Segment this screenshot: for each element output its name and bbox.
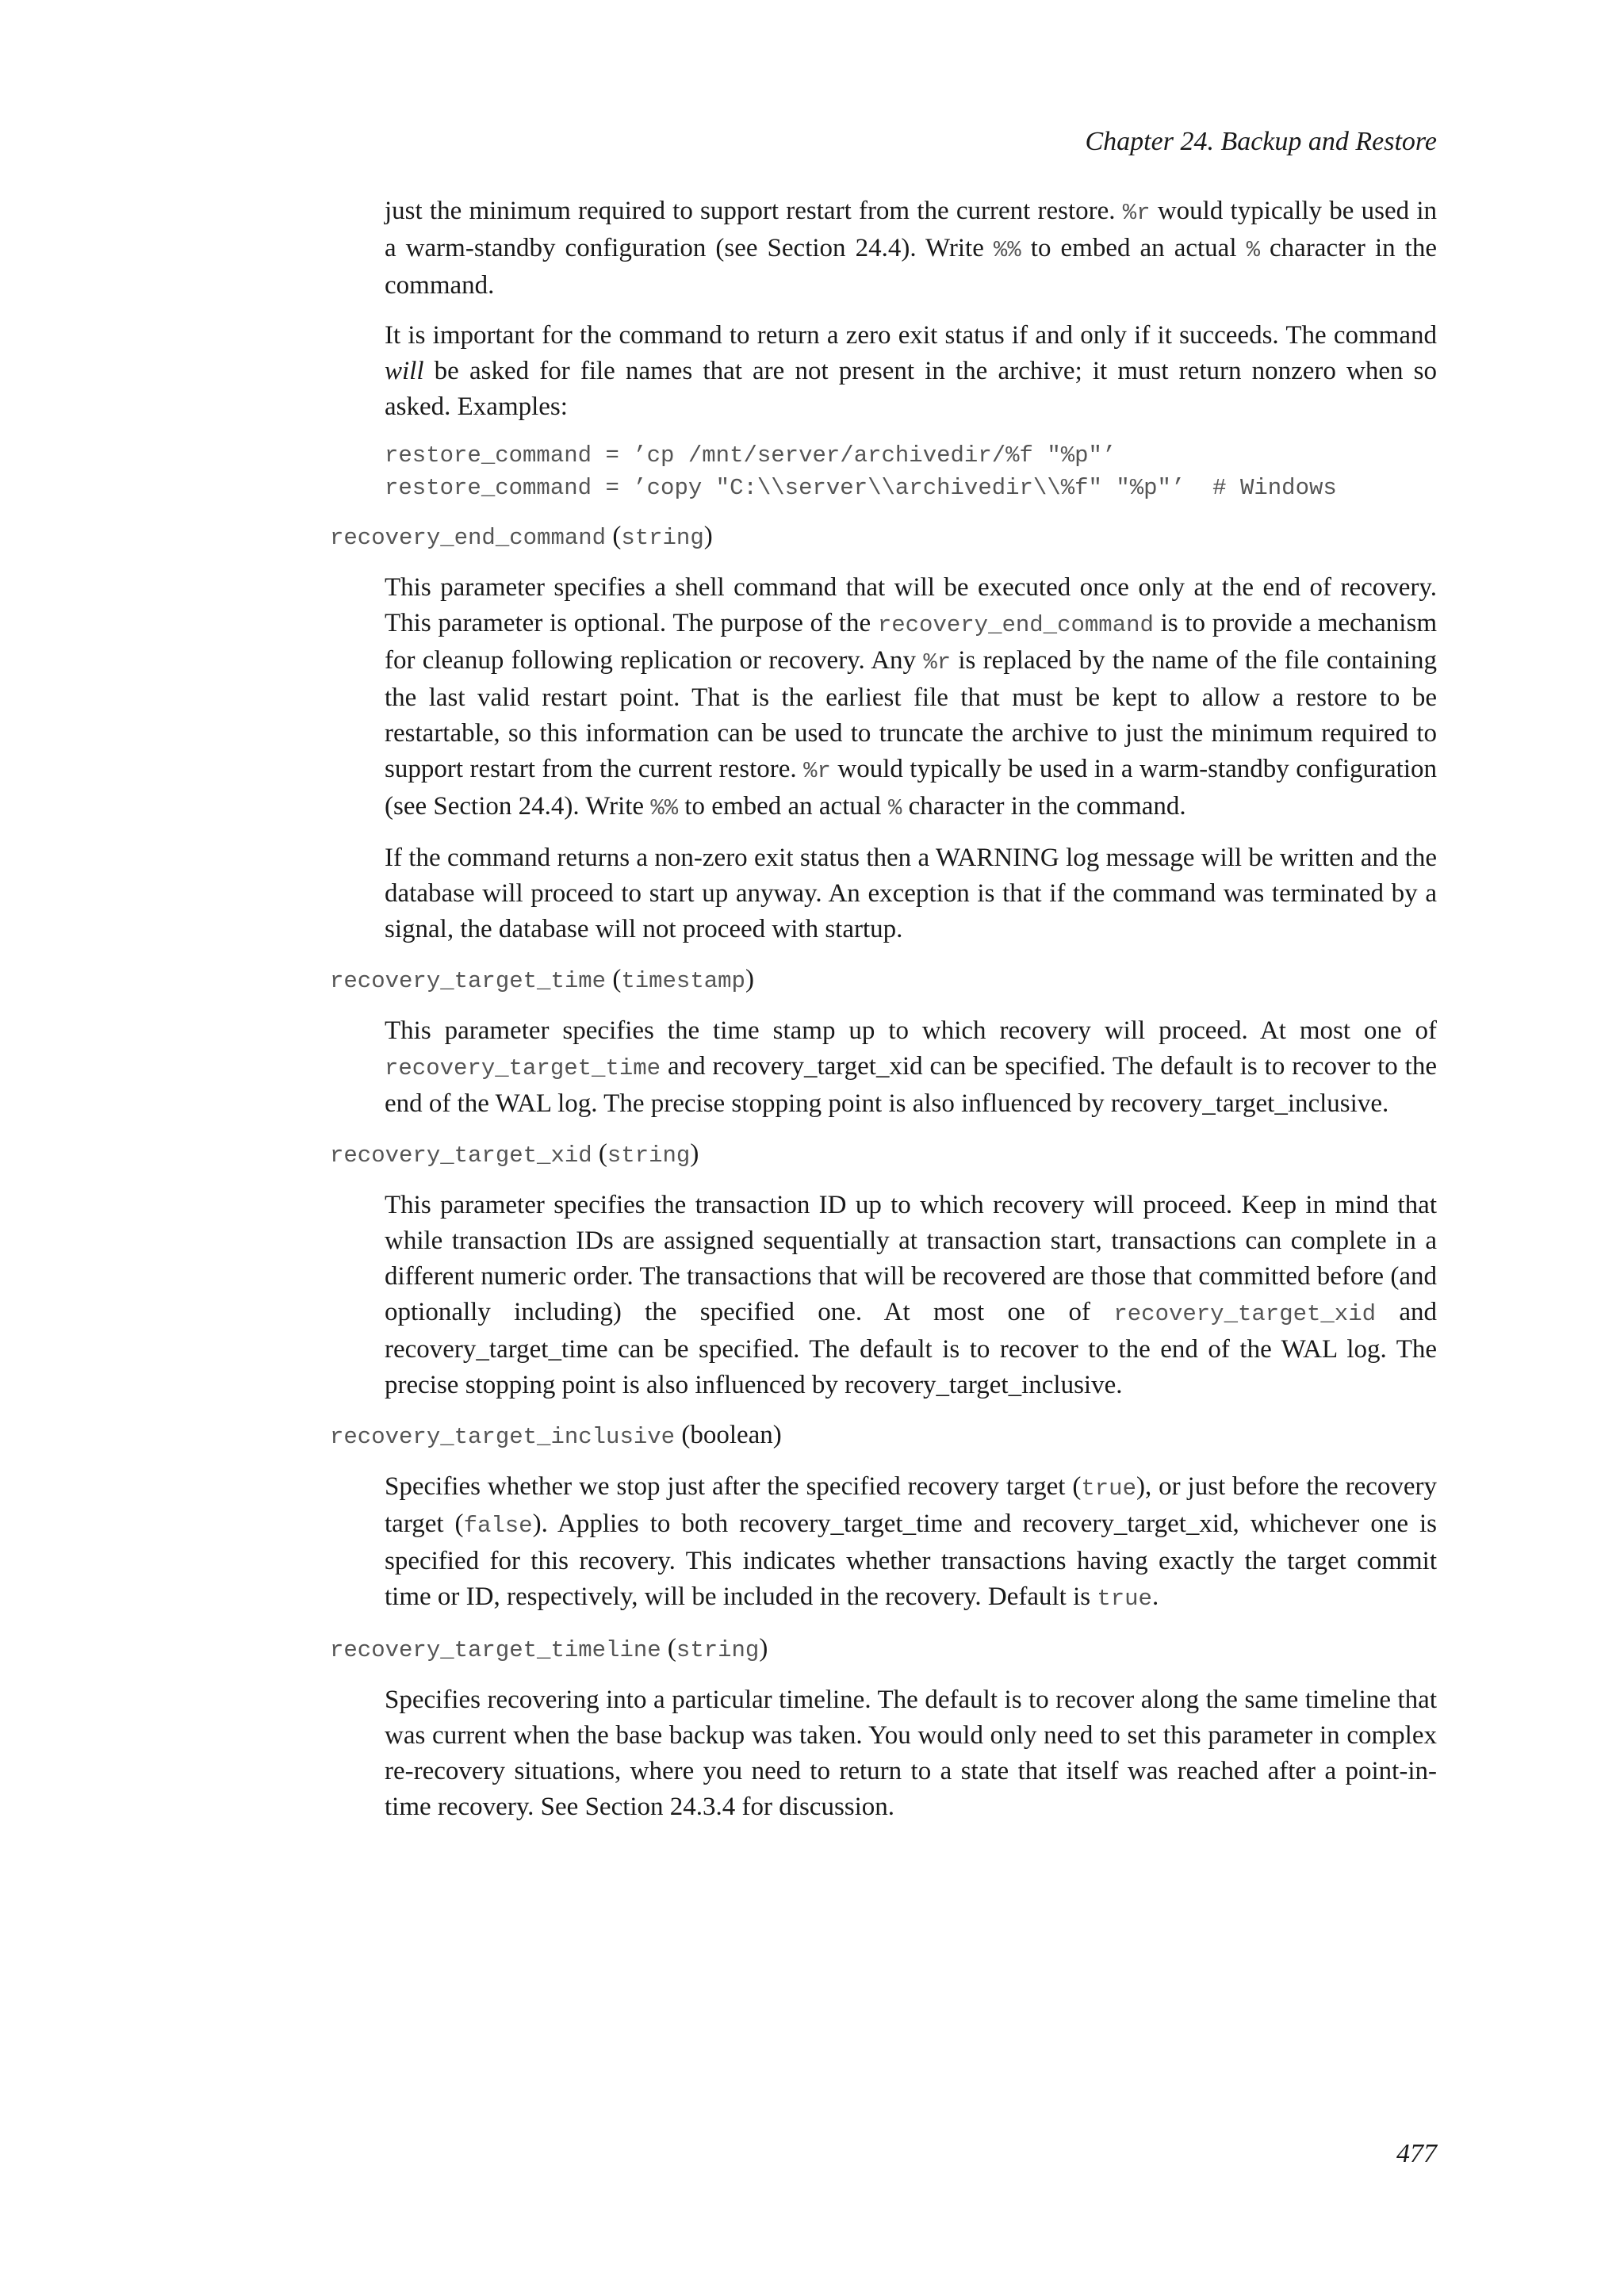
parameter-name: recovery_end_command (330, 525, 607, 551)
page-content (330, 193, 1437, 1839)
parameter-type: string (621, 525, 704, 551)
recovery-target-timeline-paragraph: Specifies recovering into a particular timeline. The default is to recover along the same timeline that was current when the base backup was taken. You would only need to set this parameter in complex re-recovery situations, where you need to return to a state that itself was reached after a point-in-time recovery. See Section 24.3.4 for discussion. (385, 1686, 1437, 1821)
recovery-end-command-paragraph-1: This parameter specifies a shell command that will be executed once only at the end of recovery. This parameter is optional. The purpose of the recovery_end_command is to provide a mechanism for cleanup following replication or recovery. Any %r is replaced by the name of the file containing the last valid restart point. That is the earliest file that must be kept to allow a restore to be restartable, so this information can be used to truncate the archive to just the minimum required to support restart from the current restore. %r would typically be used in a warm-standby configuration (see Section 24.4). Write %% to embed an actual % character in the command. (385, 573, 1437, 821)
parameter-type: timestamp (621, 968, 745, 994)
inline-code: true (1081, 1475, 1136, 1502)
example-line-2: restore_command = ’copy "C:\\server\\archivedir\\%f" "%p"’ # Windows (385, 475, 1337, 501)
parameter-name: recovery_target_xid (330, 1142, 592, 1169)
inline-code: %% (993, 237, 1021, 263)
emphasis: will (385, 357, 424, 385)
restore-command-paragraph-2: It is important for the command to return a zero exit status if and only if it succeeds. The command will be asked for file names that are not present in the archive; it must return nonzero when so asked. Examples: (385, 321, 1437, 421)
parameter-type: string (607, 1142, 691, 1169)
parameter-type: string (676, 1637, 760, 1663)
parameter-name: recovery_target_timeline (330, 1637, 661, 1663)
recovery-end-command-paragraph-2: If the command returns a non-zero exit status then a WARNING log message will be written and the database will proceed to start up anyway. An exception is that if the command was terminated by a signal, the database will not proceed with startup. (385, 844, 1437, 943)
inline-code: % (887, 795, 902, 821)
inline-code: recovery_target_xid (1113, 1301, 1377, 1327)
parameter-name: recovery_target_inclusive (330, 1424, 676, 1450)
inline-code: true (1097, 1586, 1152, 1612)
restore-command-examples (385, 439, 1437, 504)
parameter-type: boolean (690, 1421, 773, 1449)
inline-code: recovery_target_time (385, 1055, 661, 1081)
term-recovery-target-timeline: recovery_target_timeline (string) (330, 1634, 768, 1663)
inline-code: %r (803, 758, 831, 784)
inline-code: %r (1122, 200, 1151, 226)
page-number: 477 (1396, 2139, 1437, 2168)
term-recovery-target-inclusive: recovery_target_inclusive (boolean) (330, 1421, 782, 1450)
inline-code: % (1246, 237, 1260, 263)
inline-code: %% (650, 795, 679, 821)
chapter-title: Chapter 24. Backup and Restore (1085, 127, 1437, 156)
recovery-target-time-paragraph: This parameter specifies the time stamp up to which recovery will proceed. At most one of recovery_target_time and recovery_target_xid can be specified. The default is to recover to the end of the WAL log. The precise stopping point is also influenced by recovery_target_inclusive. (385, 1016, 1437, 1118)
inline-code: false (463, 1513, 533, 1539)
recovery-target-inclusive-paragraph: Specifies whether we stop just after the specified recovery target (true), or just before the recovery target (false). Applies to both recovery_target_time and recovery_target_xid, whichever one is specified for this recovery. This indicates whether transactions having exactly the target commit time or ID, respectively, will be included in the recovery. Default is true. (385, 1472, 1438, 1612)
inline-code: recovery_end_command (877, 612, 1154, 638)
example-line-1: restore_command = ’cp /mnt/server/archivedir/%f "%p"’ (385, 442, 1116, 469)
recovery-target-xid-paragraph: This parameter specifies the transaction ID up to which recovery will proceed. Keep in mind that while transaction IDs are assigned sequentially at transaction start, transactions can complete in a different numeric order. The transactions that will be recovered are those that committed before (and optionally including) the specified one. At most one of recovery_target_xid and recovery_target_time can be specified. The default is to recover to the end of the WAL log. The precise stopping point is also influenced by recovery_target_inclusive. (385, 1191, 1438, 1399)
term-recovery-end-command: recovery_end_command (string) (330, 522, 713, 551)
inline-code: %r (923, 649, 952, 675)
running-header (1086, 127, 1438, 157)
term-recovery-target-xid: recovery_target_xid (string) (330, 1139, 699, 1169)
term-recovery-target-time: recovery_target_time (timestamp) (330, 965, 754, 994)
parameter-name: recovery_target_time (330, 968, 607, 994)
restore-command-paragraph-1: just the minimum required to support restart from the current restore. %r would typically be used in a warm-standby configuration (see Section 24.4). Write %% to embed an actual % character in the command. (385, 197, 1438, 300)
